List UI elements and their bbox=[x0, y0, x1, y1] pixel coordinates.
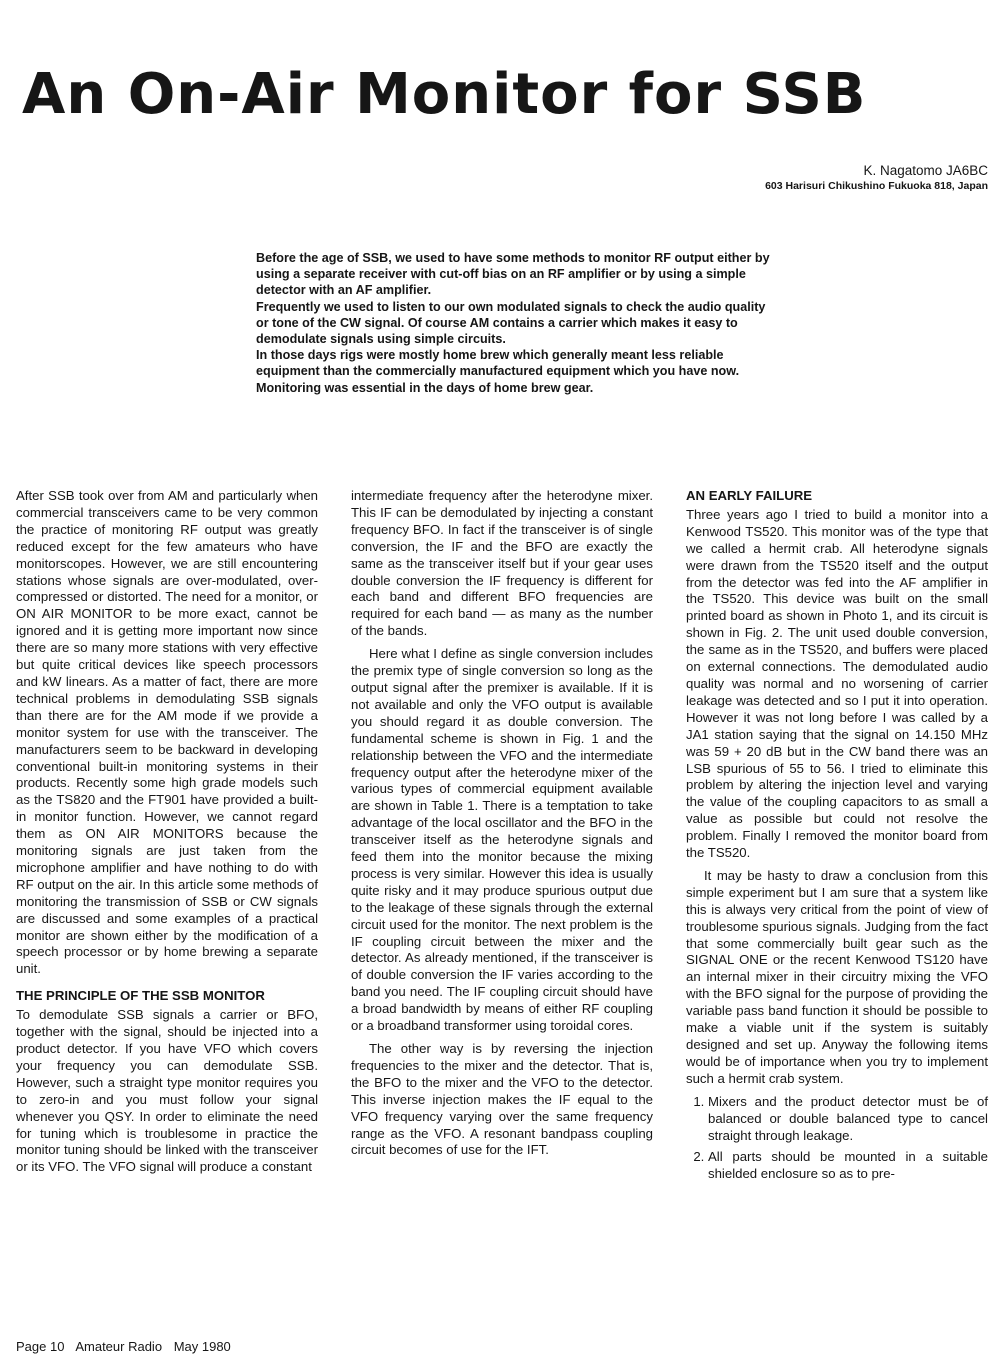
body-paragraph: Three years ago I tried to build a monitor into a Kenwood TS520. This monitor was of the type that we called a hermit crab. All heterodyne signals were drawn from the TS520 itself and the output from the detector was fed into the AF amplifier in the TS520. This device was built on the small printed board as shown in Photo 1, and its circuit is shown in Fig. 2. The unit used double conversion, the same as in the TS520, and buffers were placed on external connections. The demodulated audio quality was normal and no worsening of carrier leakage was detected and so I put it into operation. However it was not long before I was called by a JA1 station saying that the signal on 14.150 MHz was 59 + 20 dB but in the CW band there was an LSB spurious of 55 to 56. I tried to eliminate this problem by altering the injection level and varying the value of the coupling capacitors to as small a value as possible but could not resolve the problem. Finally I removed the monitor board from the TS520. bbox=[686, 506, 988, 861]
byline bbox=[765, 162, 988, 194]
section-heading: THE PRINCIPLE OF THE SSB MONITOR bbox=[16, 988, 265, 1004]
section-heading: AN EARLY FAILURE bbox=[686, 488, 813, 503]
body-paragraph: To demodulate SSB signals a carrier or BFO, together with the signal, should be injected into a product detector. If you have VFO which covers your frequency you can demodulate SSB. However, such a straight type monitor requires you to zero-in and you must follow your signal whenever you QSY. In order to eliminate the need for tuning which is troublesome in practice the monitor tuning should be linked with the transceiver or its VFO. The VFO signal will produce a constant bbox=[16, 1007, 318, 1175]
author-address: 603 Harisuri Chikushino Fukuoka 818, Japan bbox=[765, 180, 988, 192]
abstract-paragraph: In those days rigs were mostly home brew which generally meant less reliable equipment than the commercially manufactured equipment which you have now. Monitoring was essential in the days of home brew gear. bbox=[256, 348, 740, 395]
page-number: Page 10 bbox=[16, 1339, 65, 1354]
abstract-paragraph: Frequently we used to listen to our own modulated signals to check the audio quality or tone of the CW signal. Of course AM contains a carrier which makes it easy to demodulate signals using simple circuits. bbox=[256, 299, 766, 347]
body-paragraph: Here what I define as single conversion includes the premix type of single conversion so long as the output signal after the premixer is available. If it is not available and only the VFO output is available you should regard it as double conversion. The fundamental scheme is shown in Fig. 1 and the relationship between the VFO and the intermediate frequency output after the heterodyne mixer of the various types of commercial equipment available are shown in Table 1. There is a temptation to take advantage of the local oscillator and the BFO in the transceiver itself as the heterodyne signals and feed them into the monitor because the mixing process is very similar. However this idea is usually quite risky and it may produce spurious output due to the leakage of these signals through the external circuit used for the monitor. The next problem is the IF coupling circuit between the mixer and the detector. As already mentioned, if the transceiver is of double conversion the IF varies according to the band you need. The IF coupling circuit should have a broad bandwidth by means of either RF coupling or a broadband transformer using toroidal cores. bbox=[351, 646, 653, 1034]
body-paragraph: intermediate frequency after the heterodyne mixer. This IF can be demodulated by injecting a constant frequency BFO. In fact if the transceiver is of single conversion, the IF and the BFO are exactly the same as the transceiver itself but if your gear uses double conversion the IF frequency is different for each band and different BFO frequencies are required for each band — as many as the number of the bands. bbox=[351, 488, 653, 639]
list-item: 2. All parts should be mounted in a suitable shielded enclosure so as to pre- bbox=[708, 1149, 988, 1183]
magazine-name: Amateur Radio bbox=[75, 1339, 163, 1354]
issue-date: May 1980 bbox=[173, 1339, 231, 1354]
column-middle bbox=[351, 488, 653, 1165]
column-right bbox=[686, 488, 988, 1188]
page-footer bbox=[16, 1339, 239, 1354]
author-name: K. Nagatomo JA6BC bbox=[863, 163, 988, 178]
article-title: An On-Air Monitor for SSB bbox=[22, 62, 867, 127]
body-paragraph: After SSB took over from AM and particularly when commercial transceivers came to be very common the practice of monitoring RF output was greatly reduced except for the few amateurs who have monitorscopes. However, we are still encountering stations whose signals are over-modulated, over-compressed or distorted. The need for a monitor, or ON AIR MONITOR to be more exact, cannot be ignored and it is getting more important now since there are so many more stations with very effective but quite critical devices like speech processors and kW linears. As a matter of fact, there are more technical problems in demodulating SSB signals than there are for the AM mode if we provide a monitor system for use with the transceiver. The manufacturers seem to be backward in developing conventional built-in monitoring systems in their products. Recently some high grade models such as the TS820 and the FT901 have provided a built-in monitor function. However, we cannot regard them as ON AIR MONITORS because the monitoring signals are just taken from the microphone amplifier and have nothing to do with RF output on the air. In this article some methods of monitoring the transmission of SSB or CW signals are discussed and some examples of a practical monitor are shown either by the modification of a speech processor or by home brewing a separate unit. bbox=[16, 488, 318, 977]
abstract-paragraph: Before the age of SSB, we used to have some methods to monitor RF output either by using a separate receiver with cut-off bias on an RF amplifier or by using a simple detector with an AF amplifier. bbox=[256, 251, 770, 298]
numbered-list bbox=[686, 1094, 988, 1184]
column-left bbox=[16, 488, 318, 1182]
abstract bbox=[256, 250, 776, 396]
body-paragraph: It may be hasty to draw a conclusion from this simple experiment but I am sure that a system like this is always very critical from the point of view of troublesome spurious signals. Judging from the fact that some commercially built gear such as the SIGNAL ONE or the recent Kenwood TS120 have an internal mixer in their circuitry mixing the VFO with the BFO signal for the purpose of providing the variable pass band function it should be possible to make a viable unit if the system is suitably designed and set up. Anyway the following items would be of importance when you try to implement such a hermit crab system. bbox=[686, 867, 988, 1086]
list-item: 1. Mixers and the product detector must be of balanced or double balanced type to cancel straight through leakage. bbox=[708, 1094, 988, 1145]
body-paragraph: The other way is by reversing the injection frequencies to the mixer and the detector. That is, the BFO to the mixer and the VFO to the detector. This inverse injection makes the IF equal to the VFO frequency varying over the same frequency range as the VFO. A resonant bandpass coupling circuit becomes of use for the IFT. bbox=[351, 1041, 653, 1158]
